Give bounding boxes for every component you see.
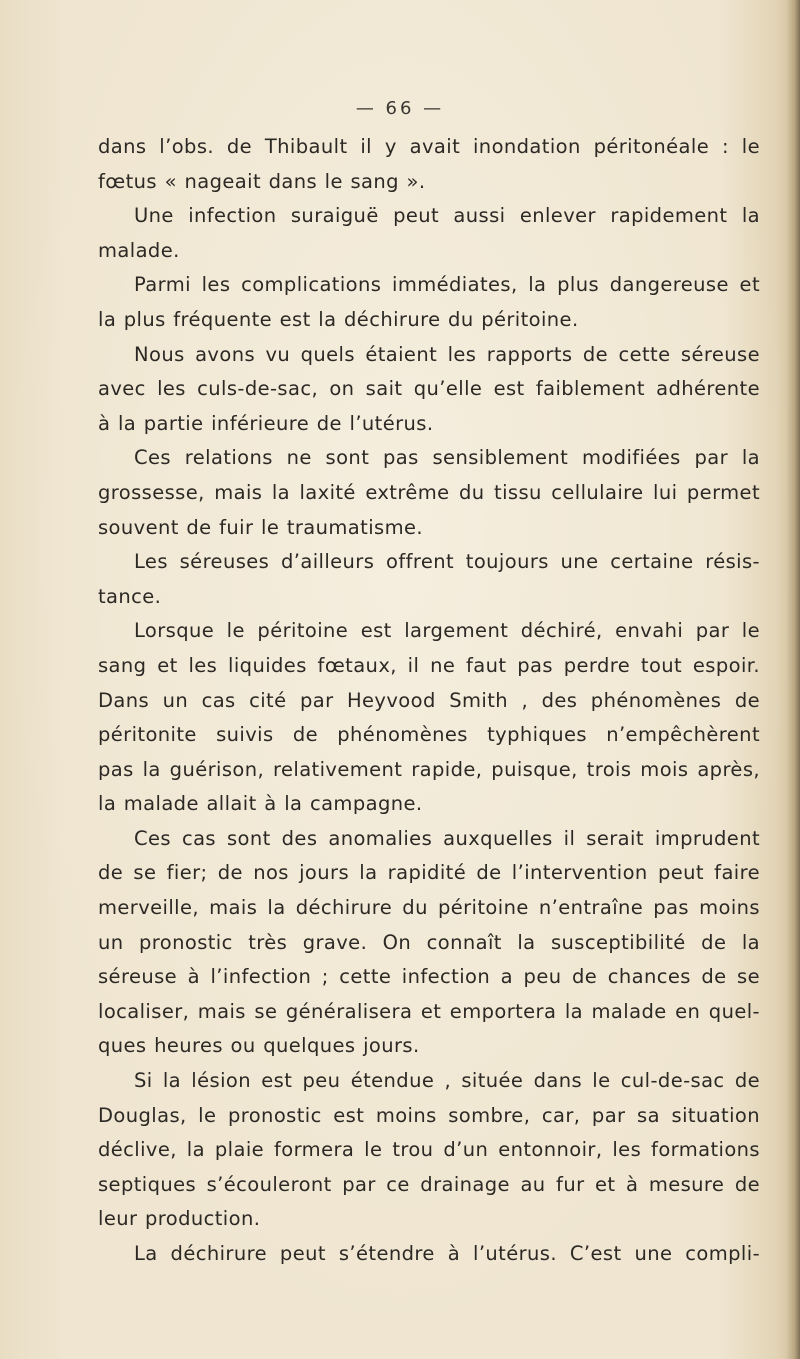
- text-line: Ces cas sont des anomalies auxquelles il serait imprudent: [134, 826, 760, 850]
- text-line: Nous avons vu quels étaient les rapports de cette séreuse: [134, 342, 760, 366]
- text-line: Lorsque le péritoine est largement déchiré, envahi par le: [134, 619, 760, 643]
- text-line: leur production.: [98, 1207, 261, 1231]
- text-line: séreuse à l’infection ; cette infection a peu de chances de se: [98, 965, 760, 989]
- text-line: avec les culs-de-sac, on sait qu’elle est faiblement adhérente: [98, 377, 760, 401]
- text-line: de se fier; de nos jours la rapidité de l’intervention peut faire: [98, 861, 760, 885]
- text-line: sang et les liquides fœtaux, il ne faut pas perdre tout espoir.: [98, 653, 760, 677]
- text-line: Dans un cas cité par Heyvood Smith , des phénomènes de: [98, 688, 760, 712]
- text-line: un pronostic très grave. On connaît la susceptibilité de la: [98, 930, 760, 954]
- text-line: ques heures ou quelques jours.: [98, 1034, 420, 1058]
- text-line: septiques s’écouleront par ce drainage au fur et à mesure de: [98, 1172, 760, 1196]
- text-line: La déchirure peut s’étendre à l’utérus. C’est une compli-: [134, 1242, 760, 1265]
- text-line: tance.: [98, 584, 162, 608]
- text-line: Si la lésion est peu étendue , située dans le cul-de-sac de: [134, 1069, 760, 1093]
- text-line: Parmi les complications immédiates, la plus dangereuse et: [134, 273, 760, 297]
- text-line: pas la guérison, relativement rapide, puisque, trois mois après,: [98, 757, 760, 781]
- text-line: à la partie inférieure de l’utérus.: [98, 411, 434, 435]
- text-line: la plus fréquente est la déchirure du péritoine.: [98, 307, 579, 331]
- text-line: localiser, mais se généralisera et emportera la malade en quel-: [98, 999, 760, 1023]
- page-edge-shadow: [786, 0, 800, 1359]
- text-line: merveille, mais la déchirure du péritoine n’entraîne pas moins: [98, 896, 760, 920]
- text-line: souvent de fuir le traumatisme.: [98, 515, 423, 539]
- text-line: Les séreuses d’ailleurs offrent toujours une certaine résis-: [134, 550, 760, 574]
- text-line: Ces relations ne sont pas sensiblement modifiées par la: [134, 446, 760, 470]
- text-line: malade.: [98, 238, 180, 262]
- text-line: dans l’obs. de Thibault il y avait inondation péritonéale : le: [98, 135, 760, 158]
- text-line: grossesse, mais la laxité extrême du tissu cellulaire lui permet: [98, 480, 760, 504]
- text-line: la malade allait à la campagne.: [98, 792, 423, 816]
- text-line: Une infection suraiguë peut aussi enlever rapidement la: [134, 204, 760, 228]
- page-number: — 66 —: [355, 98, 445, 119]
- text-line: fœtus « nageait dans le sang ».: [98, 169, 426, 193]
- text-line: Douglas, le pronostic est moins sombre, car, par sa situation: [98, 1103, 760, 1127]
- text-line: déclive, la plaie formera le trou d’un entonnoir, les formations: [98, 1138, 760, 1162]
- body-text: [98, 130, 760, 1272]
- text-line: péritonite suivis de phénomènes typhiques n’empêchèrent: [98, 723, 760, 747]
